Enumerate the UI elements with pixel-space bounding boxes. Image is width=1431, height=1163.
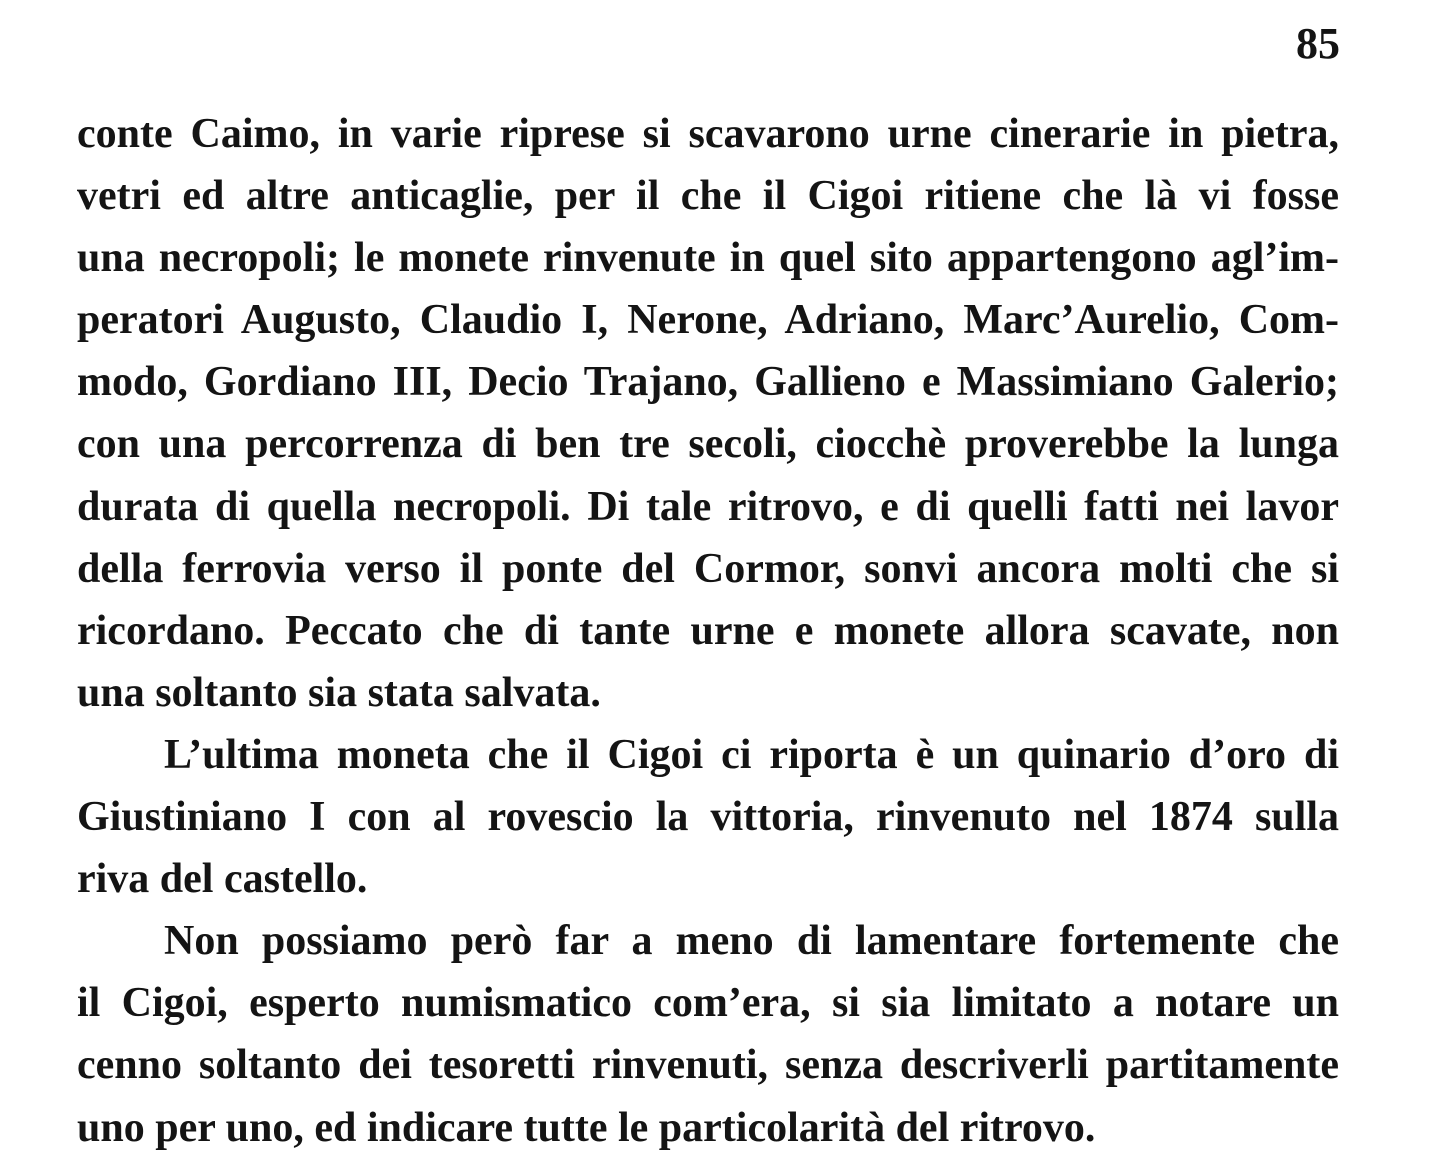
text-line: della ferrovia verso il ponte del Cormor, sonvi ancora molti che si xyxy=(77,545,1339,592)
text-line: modo, Gordiano III, Decio Trajano, Gallieno e Massimiano Galerio; xyxy=(77,359,1339,406)
text-line: conte Caimo, in varie riprese si scavarono urne cinerarie in pietra, xyxy=(77,111,1339,157)
text-line: una necropoli; le monete rinvenute in quel sito appartengono agl’im- xyxy=(77,235,1339,282)
text-line: uno per uno, ed indicare tutte le particolarità del ritrovo. xyxy=(77,1104,1096,1151)
text-line: una soltanto sia stata salvata. xyxy=(77,669,601,716)
paragraph xyxy=(77,103,1339,724)
paragraph xyxy=(77,724,1339,910)
text-line: Giustiniano I con al rovescio la vittoria, rinvenuto nel 1874 sulla xyxy=(77,794,1339,841)
text-line: cenno soltanto dei tesoretti rinvenuti, senza descriverli partitamente xyxy=(77,1042,1339,1089)
page-number: 85 xyxy=(1296,19,1340,68)
text-line: peratori Augusto, Claudio I, Nerone, Adriano, Marc’Aurelio, Com- xyxy=(77,297,1339,344)
text-line: il Cigoi, esperto numismatico com’era, si sia limitato a notare un xyxy=(77,980,1339,1027)
text-line: durata di quella necropoli. Di tale ritrovo, e di quelli fatti nei lavor xyxy=(77,483,1339,530)
text-line: vetri ed altre anticaglie, per il che il Cigoi ritiene che là vi fosse xyxy=(77,173,1339,220)
page-body xyxy=(77,103,1339,1159)
paragraph xyxy=(77,910,1339,1158)
text-line: L’ultima moneta che il Cigoi ci riporta è un quinario d’oro di xyxy=(164,731,1339,778)
text-line: riva del castello. xyxy=(77,856,368,903)
text-line: Non possiamo però far a meno di lamentare fortemente che xyxy=(164,918,1339,965)
text-line: con una percorrenza di ben tre secoli, ciocchè proverebbe la lunga xyxy=(77,421,1339,468)
text-line: ricordano. Peccato che di tante urne e monete allora scavate, non xyxy=(77,607,1339,654)
